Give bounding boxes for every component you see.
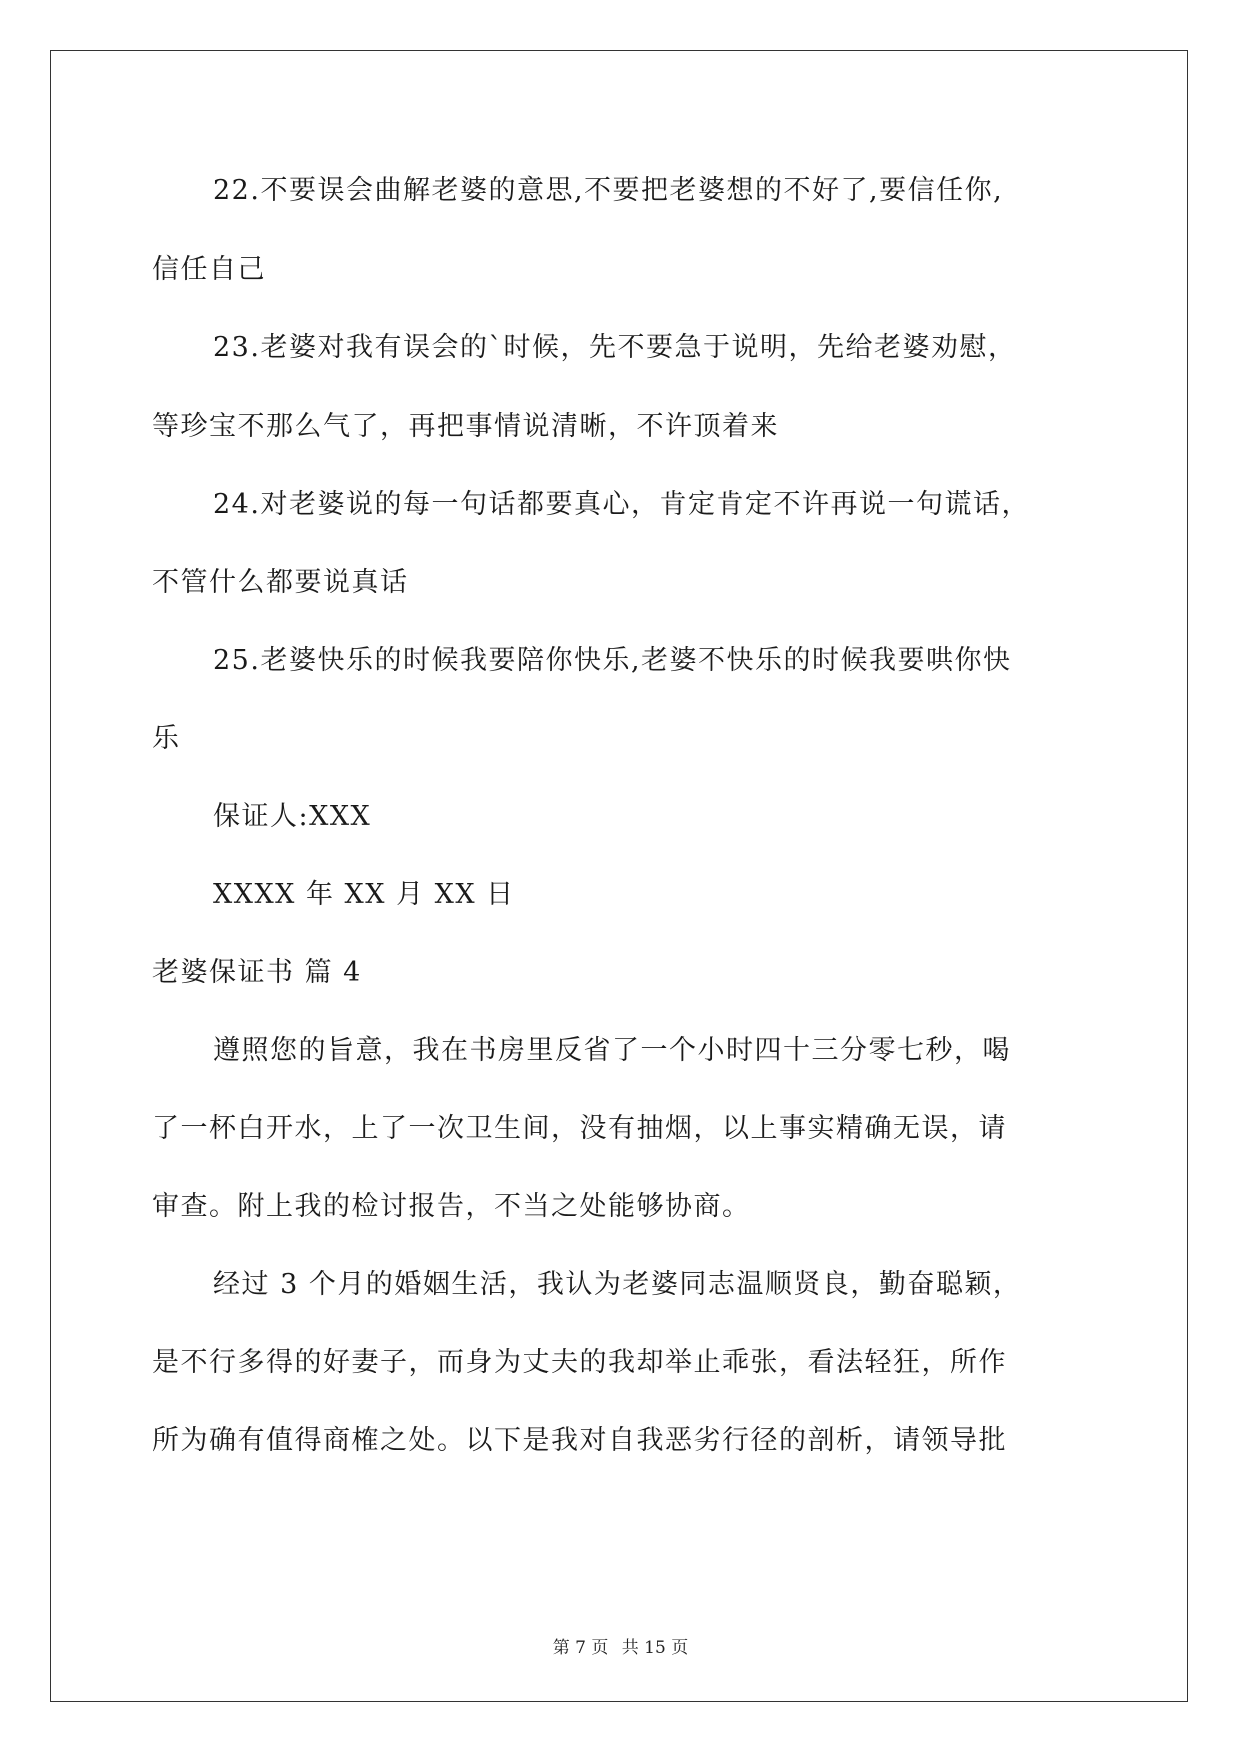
paragraph-line: 等珍宝不那么气了，再把事情说清晰，不许顶着来 [152, 411, 779, 442]
date-line: XXXX 年 XX 月 XX 日 [213, 879, 515, 910]
page-footer [0, 1637, 1241, 1659]
paragraph-line: 是不行多得的好妻子，而身为丈夫的我却举止乖张，看法轻狂，所作 [152, 1347, 1007, 1378]
page-number: 第 7 页 [552, 1638, 609, 1658]
paragraph-line: 25.老婆快乐的时候我要陪你快乐,老婆不快乐的时候我要哄你快 [213, 645, 1012, 676]
paragraph-line: 所为确有值得商榷之处。以下是我对自我恶劣行径的剖析，请领导批 [152, 1425, 1007, 1456]
paragraph-line: 24.对老婆说的每一句话都要真心，肯定肯定不许再说一句谎话， [213, 489, 1030, 520]
paragraph-line: 22.不要误会曲解老婆的意思,不要把老婆想的不好了,要信任你, [213, 175, 1004, 206]
paragraph-line: 了一杯白开水，上了一次卫生间，没有抽烟，以上事实精确无误，请 [152, 1113, 1007, 1144]
paragraph-line: 信任自己 [152, 254, 266, 285]
paragraph-line: 遵照您的旨意，我在书房里反省了一个小时四十三分零七秒，喝 [213, 1035, 1011, 1066]
paragraph-line: 23.老婆对我有误会的`时候，先不要急于说明，先给老婆劝慰， [213, 332, 1017, 363]
guarantor-line: 保证人:XXX [213, 801, 372, 832]
paragraph-line: 审查。附上我的检讨报告，不当之处能够协商。 [152, 1191, 751, 1222]
paragraph-line: 不管什么都要说真话 [152, 567, 409, 598]
paragraph-line: 乐 [152, 723, 181, 754]
paragraph-line: 经过 3 个月的婚姻生活，我认为老婆同志温顺贤良，勤奋聪颖， [213, 1269, 1022, 1300]
page-total: 共 15 页 [621, 1638, 689, 1658]
section-heading: 老婆保证书 篇 4 [152, 957, 362, 988]
